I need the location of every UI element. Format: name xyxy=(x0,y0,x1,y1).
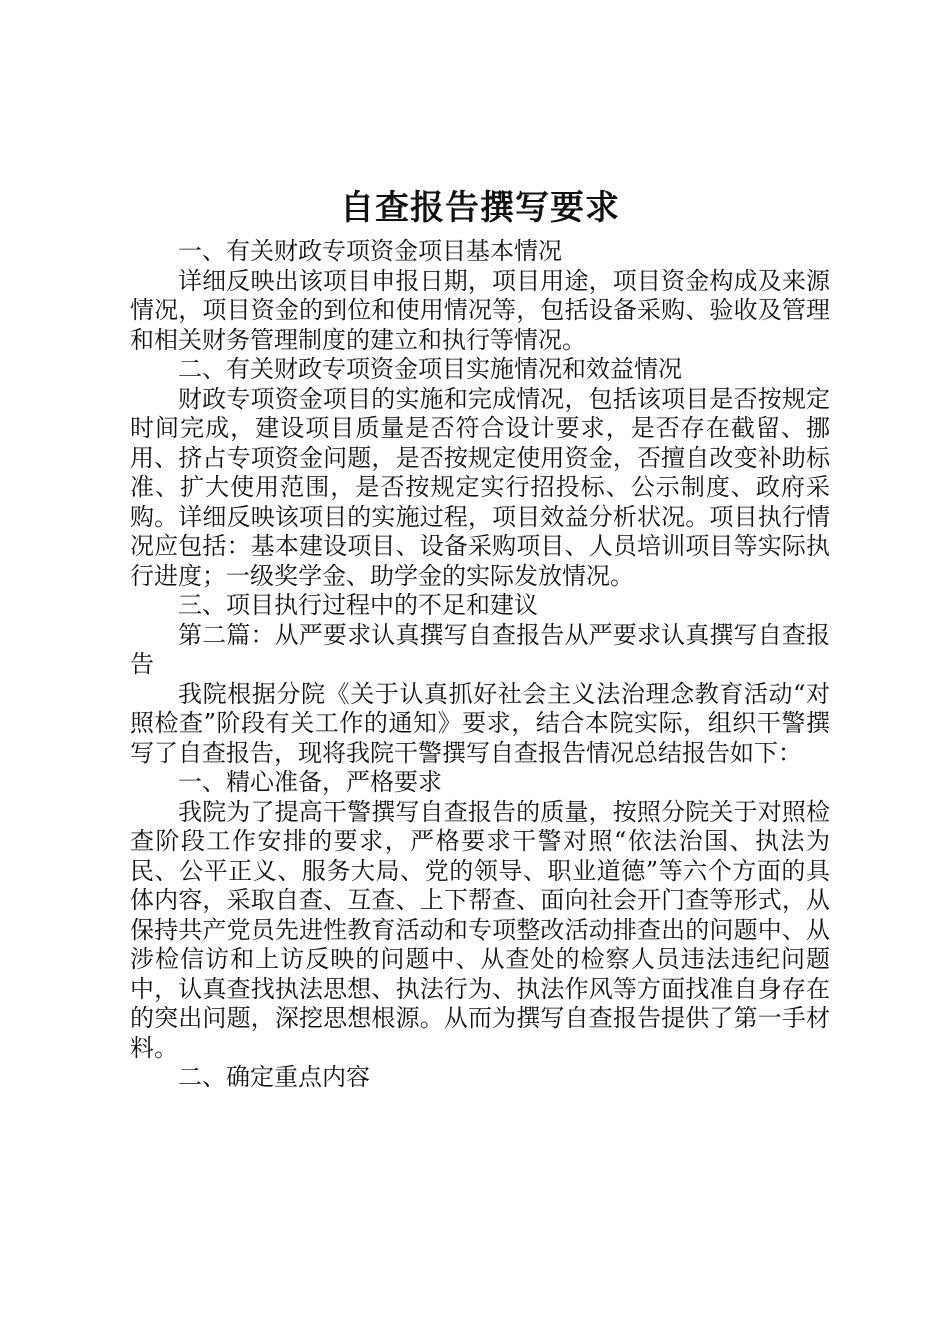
section-heading-2: 二、有关财政专项资金项目实施情况和效益情况 xyxy=(178,355,682,383)
paragraph-2: 财政专项资金项目的实施和完成情况，包括该项目是否按规定时间完成，建设项目质量是否符合设计要求，是否存在截留、挪用、挤占专项资金问题，是否按规定使用资金，否擅自改变补助标准、扩大使用范围，是否按规定实行招投标、公示制度、政府采购。详细反映该项目的实施过程，项目效益分析状况。项目执行情况应包括：基本建设项目、设备采购项目、人员培训项目等实际执行进度；一级奖学金、助学金的实际发放情况。 xyxy=(130,384,830,590)
section-heading-1: 一、有关财政专项资金项目基本情况 xyxy=(178,237,562,265)
section-heading-4: 一、精心准备，严格要求 xyxy=(178,768,442,796)
section-heading-5: 二、确定重点内容 xyxy=(178,1063,370,1091)
paragraph-1: 详细反映出该项目申报日期，项目用途，项目资金构成及来源情况，项目资金的到位和使用情况等，包括设备采购、验收及管理和相关财务管理制度的建立和执行等情况。 xyxy=(130,266,830,354)
second-article-heading: 第二篇：从严要求认真撰写自查报告从严要求认真撰写自查报告 xyxy=(130,620,830,678)
section-heading-3: 三、项目执行过程中的不足和建议 xyxy=(178,591,538,619)
paragraph-4: 我院为了提高干警撰写自查报告的质量，按照分院关于对照检查阶段工作安排的要求，严格要求干警对照“依法治国、执法为民、公平正义、服务大局、党的领导、职业道德”等六个方面的具体内容，采取自查、互查、上下帮查、面向社会开门查等形式，从保持共产党员先进性教育活动和专项整改活动排查出的问题中、从涉检信访和上访反映的问题中、从查处的检察人员违法违纪问题中，认真查找执法思想、执法行为、执法作风等方面找准自身存在的突出问题，深挖思想根源。从而为撰写自查报告提供了第一手材料。 xyxy=(130,797,830,1062)
document-title: 自查报告撰写要求 xyxy=(340,188,620,228)
paragraph-3: 我院根据分院《关于认真抓好社会主义法治理念教育活动“对照检查”阶段有关工作的通知》要求，结合本院实际，组织干警撰写了自查报告，现将我院干警撰写自查报告情况总结报告如下： xyxy=(130,679,830,767)
document-page xyxy=(130,183,830,1093)
